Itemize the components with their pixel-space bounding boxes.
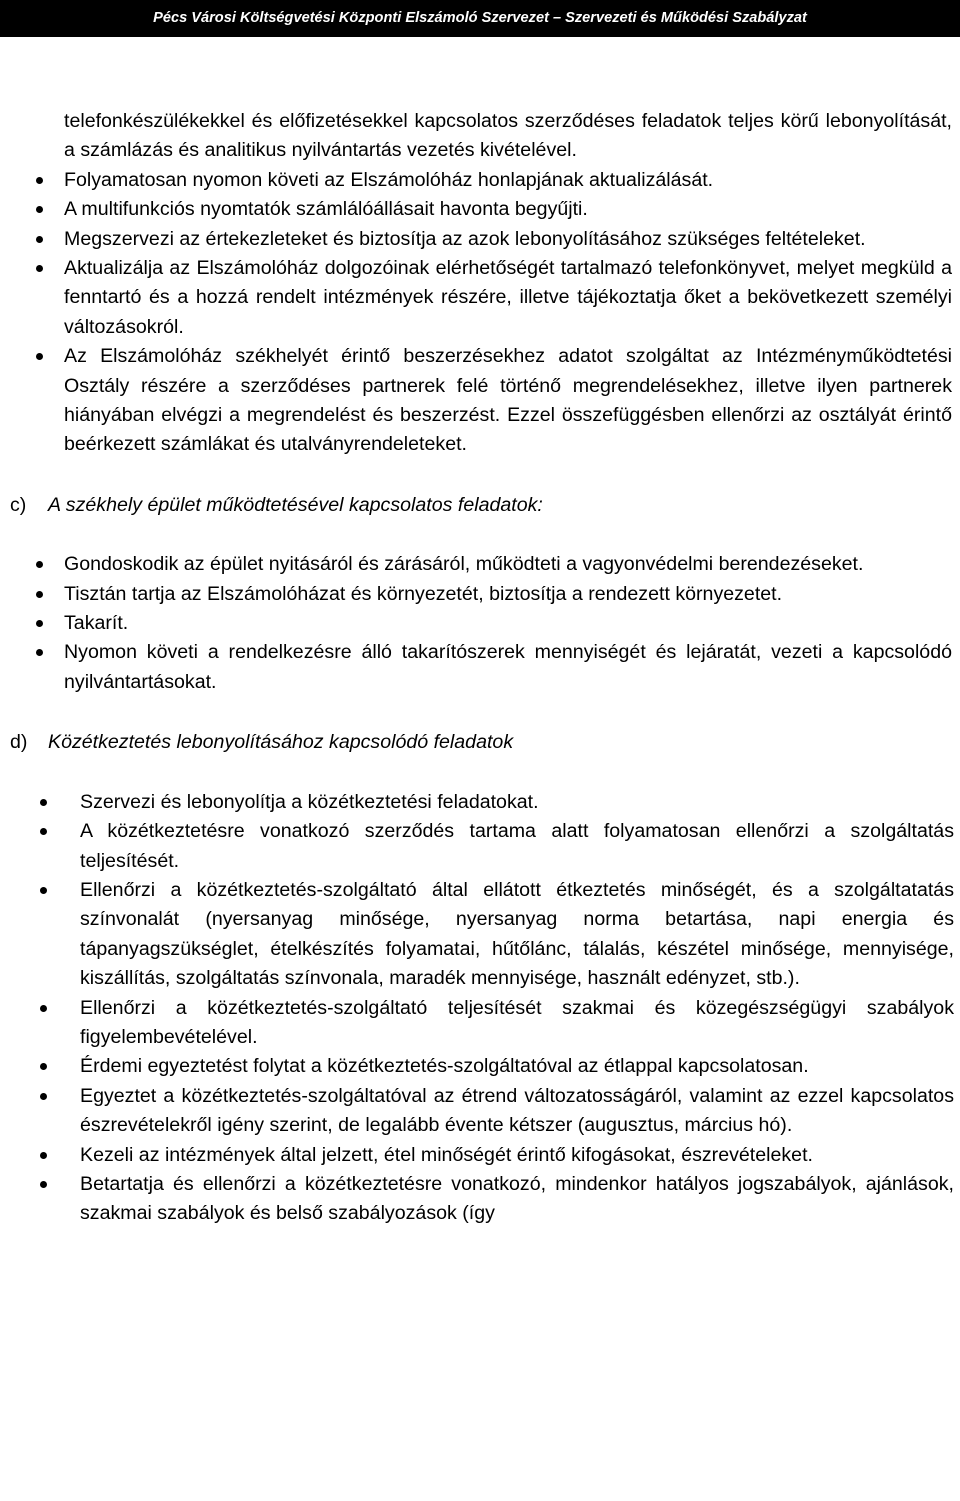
list-item: A közétkeztetésre vonatkozó szerződés tartama alatt folyamatosan ellenőrzi a szolgáltatás teljesítését. (0, 817, 960, 876)
bullet-icon (36, 620, 43, 627)
list-item: Megszervezi az értekezleteket és biztosítja az azok lebonyolításához szükséges feltételeket. (0, 225, 960, 254)
section-c-title: A székhely épület működtetésével kapcsolatos feladatok: (48, 493, 543, 516)
list-item: Betartatja és ellenőrzi a közétkeztetésre vonatkozó, mindenkor hatályos jogszabályok, ajánlások, szakmai szabályok és belső szabályozások (így (0, 1170, 960, 1229)
bullet-icon (36, 649, 43, 656)
list-item: Tisztán tartja az Elszámolóházat és környezetét, biztosítja a rendezett környezetet. (0, 580, 960, 609)
list-item: Érdemi egyeztetést folytat a közétkeztetés-szolgáltatóval az étlappal kapcsolatosan. (0, 1052, 960, 1081)
bullet-icon (40, 828, 47, 835)
list-item: Szervezi és lebonyolítja a közétkeztetési feladatokat. (0, 788, 960, 817)
list-item: A multifunkciós nyomtatók számlálóállásait havonta begyűjti. (0, 195, 960, 224)
intro-continuation-text: telefonkészülékekkel és előfizetésekkel kapcsolatos szerződéses feladatok teljes körű lebonyolítását, a számlázás és analitikus nyilvántartás vezetés kivételével. (64, 110, 952, 162)
bullet-icon (36, 561, 43, 568)
bullet-icon (40, 1093, 47, 1100)
section-c-task-list (0, 550, 960, 697)
document-body (0, 107, 960, 1229)
section-d-letter: d) (10, 731, 28, 754)
list-item: Ellenőrzi a közétkeztetés-szolgáltató teljesítését szakmai és közegészségügyi szabályok figyelembevételével. (0, 994, 960, 1053)
list-item: Nyomon követi a rendelkezésre álló takarítószerek mennyiségét és lejáratát, vezeti a kapcsolódó nyilvántartásokat. (0, 638, 960, 697)
document-header-title: Pécs Városi Költségvetési Központi Elszámoló Szervezet – Szervezeti és Működési Szabályzat (153, 10, 807, 26)
document-header (0, 0, 960, 37)
section-c-heading (0, 491, 960, 520)
list-item: Kezeli az intézmények által jelzett, étel minőségét érintő kifogásokat, észrevételeket. (0, 1141, 960, 1170)
list-item: Az Elszámolóház székhelyét érintő beszerzésekhez adatot szolgáltat az Intézményműködtetési Osztály részére a szerződéses partnerek felé történő megrendelésekhez, illetve ilyen partnerek hiányában elvégzi a megrendelést és beszerzést. Ezzel összefüggésben ellenőrzi az osztályát érintő beérkezett számlákat és utalványrendeleteket. (0, 342, 960, 460)
list-item: Egyeztet a közétkeztetés-szolgáltatóval az étrend változatosságáról, valamint az ezzel kapcsolatos észrevételekről igény szerint, de legalább évente kétszer (augusztus, március hó). (0, 1082, 960, 1141)
bullet-icon (40, 887, 47, 894)
section-d-title: Közétkeztetés lebonyolításához kapcsolódó feladatok (48, 731, 514, 754)
bullet-icon (40, 1181, 47, 1188)
bullet-icon (36, 236, 43, 243)
section-d-heading (0, 728, 960, 757)
bullet-icon (40, 1152, 47, 1159)
section-d-task-list (0, 788, 960, 1229)
bullet-icon (36, 353, 43, 360)
section-b-task-list (0, 166, 960, 460)
section-c-letter: c) (10, 493, 27, 516)
bullet-icon (36, 177, 43, 184)
list-item: Ellenőrzi a közétkeztetés-szolgáltató által ellátott étkeztetés minőségét, és a szolgáltatatás színvonalát (nyersanyag minősége, nyersanyag norma betartása, napi energia és tápanyagszükséglet, ételkészítés folyamatai, hűtőlánc, tálalás, készétel minősége, mennyisége, kiszállítás, szolgáltatás színvonala, maradék mennyisége, használt edényzet, stb.). (0, 876, 960, 994)
list-item: Folyamatosan nyomon követi az Elszámolóház honlapjának aktualizálását. (0, 166, 960, 195)
bullet-icon (36, 265, 43, 272)
bullet-icon (40, 799, 47, 806)
bullet-icon (36, 206, 43, 213)
bullet-icon (40, 1063, 47, 1070)
bullet-icon (36, 591, 43, 598)
list-item: Gondoskodik az épület nyitásáról és zárásáról, működteti a vagyonvédelmi berendezéseket. (0, 550, 960, 579)
list-item: Takarít. (0, 609, 960, 638)
list-item: Aktualizálja az Elszámolóház dolgozóinak elérhetőségét tartalmazó telefonkönyvet, melyet megküld a fenntartó és a hozzá rendelt intézmények részére, illetve tájékoztatja őket a bekövetkezett személyi változásokról. (0, 254, 960, 342)
bullet-icon (40, 1005, 47, 1012)
